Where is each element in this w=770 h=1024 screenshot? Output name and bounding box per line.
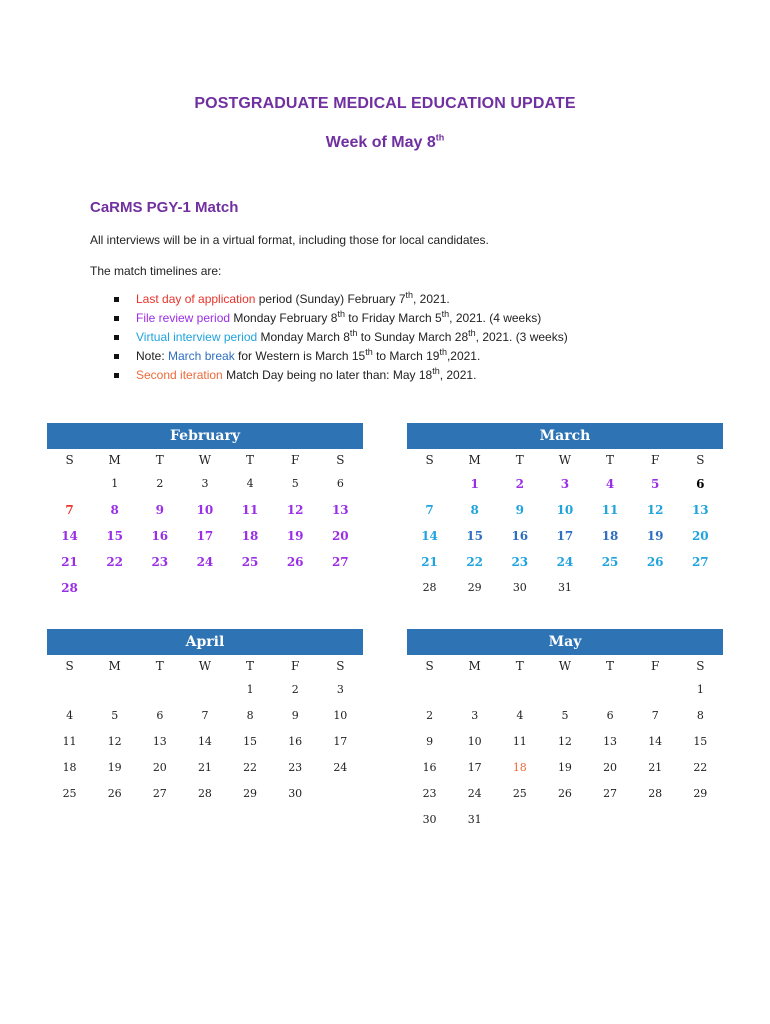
- day-cell: 21: [648, 761, 663, 774]
- day-cell: 21: [421, 555, 438, 569]
- weekday-label: S: [696, 659, 705, 673]
- timelines-intro: The match timelines are:: [90, 264, 222, 278]
- day-cell: 12: [646, 503, 664, 517]
- weekday-label: T: [515, 453, 524, 467]
- day-cell: 12: [107, 735, 122, 748]
- day-cell: 19: [286, 529, 304, 543]
- week-row: [47, 523, 363, 549]
- day-cell: 3: [471, 709, 479, 722]
- weekday-label: F: [291, 453, 300, 467]
- day-cell: 6: [336, 477, 344, 490]
- day-cell: 21: [197, 761, 212, 774]
- timeline-item: [112, 290, 568, 309]
- day-cell: 25: [62, 787, 77, 800]
- weekday-label: M: [468, 453, 481, 467]
- day-cell: 23: [288, 761, 303, 774]
- day-cell: 27: [331, 555, 349, 569]
- weekday-label: S: [336, 659, 345, 673]
- week-row: [47, 729, 363, 755]
- day-cell: 18: [512, 761, 527, 774]
- day-cell: 15: [243, 735, 258, 748]
- day-cell: [678, 575, 723, 601]
- timeline-highlight: Second iteration: [136, 368, 223, 382]
- day-cell: [273, 575, 318, 601]
- timeline-text: to March 19: [372, 349, 440, 363]
- day-cell: 25: [241, 555, 259, 569]
- day-cell: 3: [336, 683, 344, 696]
- day-cell: 24: [196, 555, 214, 569]
- timeline-highlight: Last day of application: [136, 292, 256, 306]
- day-cell: 5: [111, 709, 119, 722]
- calendar-month-header: February: [47, 423, 363, 449]
- day-cell: [92, 677, 137, 703]
- calendar-month-header: May: [407, 629, 723, 655]
- day-cell: [137, 677, 182, 703]
- weekday-row: [407, 655, 723, 677]
- weekday-row: [407, 449, 723, 471]
- day-cell: 7: [425, 503, 434, 517]
- day-cell: 23: [151, 555, 169, 569]
- day-cell: 9: [155, 503, 164, 517]
- day-cell: 16: [511, 529, 529, 543]
- timeline-text: th: [405, 290, 414, 300]
- day-cell: 29: [693, 787, 708, 800]
- day-cell: 8: [470, 503, 479, 517]
- week-row: [47, 471, 363, 497]
- day-cell: 24: [467, 787, 482, 800]
- weekday-label: M: [108, 453, 121, 467]
- timeline-text: th: [349, 328, 358, 338]
- day-cell: 3: [560, 477, 570, 491]
- week-row: [407, 807, 723, 833]
- day-cell: [497, 677, 542, 703]
- weekday-label: T: [155, 453, 164, 467]
- day-cell: 5: [561, 709, 569, 722]
- day-cell: 10: [196, 503, 214, 517]
- day-cell: 13: [691, 503, 709, 517]
- day-cell: 20: [331, 529, 349, 543]
- timeline-text: , 2021.: [439, 368, 477, 382]
- day-cell: 24: [333, 761, 348, 774]
- timeline-text: Monday February 8: [230, 311, 338, 325]
- day-cell: 8: [246, 709, 254, 722]
- subtitle-suffix: th: [435, 132, 445, 143]
- day-cell: 2: [515, 477, 524, 491]
- weekday-label: T: [155, 659, 164, 673]
- timeline-text: th: [365, 347, 373, 357]
- weekday-label: T: [515, 659, 524, 673]
- day-cell: 11: [241, 503, 259, 517]
- day-cell: 6: [606, 709, 614, 722]
- week-row: [407, 729, 723, 755]
- weekday-label: M: [108, 659, 121, 673]
- weekday-label: S: [65, 659, 74, 673]
- weekday-label: S: [425, 659, 434, 673]
- day-cell: 15: [693, 735, 708, 748]
- day-cell: 11: [512, 735, 527, 748]
- day-cell: [47, 471, 92, 497]
- timeline-text: , 2021. (4 weeks): [449, 311, 542, 325]
- timeline-item: [112, 366, 568, 385]
- week-row: [407, 471, 723, 497]
- day-cell: 9: [426, 735, 434, 748]
- weekday-label: W: [198, 659, 212, 673]
- day-cell: 27: [152, 787, 167, 800]
- day-cell: [228, 575, 273, 601]
- bullet-icon: [114, 316, 119, 321]
- weekday-label: F: [651, 659, 660, 673]
- day-cell: 13: [331, 503, 349, 517]
- day-cell: [452, 677, 497, 703]
- week-row: [47, 755, 363, 781]
- week-row: [407, 703, 723, 729]
- day-cell: 10: [556, 503, 574, 517]
- day-cell: 25: [601, 555, 619, 569]
- week-row: [47, 575, 363, 601]
- week-row: [407, 497, 723, 523]
- weekday-label: S: [425, 453, 434, 467]
- day-cell: 2: [156, 477, 164, 490]
- day-cell: 26: [107, 787, 122, 800]
- day-cell: [182, 677, 227, 703]
- day-cell: 20: [691, 529, 709, 543]
- timeline-item: [112, 347, 568, 366]
- day-cell: 26: [557, 787, 572, 800]
- day-cell: 30: [512, 581, 527, 594]
- day-cell: 4: [516, 709, 524, 722]
- day-cell: 7: [651, 709, 659, 722]
- day-cell: 17: [333, 735, 348, 748]
- day-cell: 27: [691, 555, 709, 569]
- timeline-text: th: [439, 347, 447, 357]
- weekday-label: T: [246, 659, 255, 673]
- day-cell: [542, 677, 587, 703]
- day-cell: [588, 575, 633, 601]
- day-cell: [407, 677, 452, 703]
- day-cell: [182, 575, 227, 601]
- week-row: [47, 703, 363, 729]
- day-cell: [588, 807, 633, 833]
- day-cell: 22: [106, 555, 124, 569]
- intro-paragraph: All interviews will be in a virtual format, including those for local candidates.: [90, 233, 489, 247]
- day-cell: 14: [61, 529, 78, 543]
- timeline-item: [112, 328, 568, 347]
- day-cell: 1: [470, 477, 479, 491]
- weekday-label: S: [336, 453, 345, 467]
- day-cell: 12: [286, 503, 304, 517]
- weekday-label: S: [696, 453, 705, 467]
- subtitle-text: Week of May 8: [325, 134, 436, 151]
- timeline-text: th: [432, 366, 440, 376]
- timeline-text: , 2021.: [413, 292, 450, 306]
- day-cell: 10: [333, 709, 348, 722]
- day-cell: [497, 807, 542, 833]
- day-cell: 30: [422, 813, 437, 826]
- timeline-text: to Sunday March 28: [357, 330, 469, 344]
- day-cell: [633, 677, 678, 703]
- timeline-highlight: Virtual interview period: [136, 330, 258, 344]
- weekday-row: [47, 449, 363, 471]
- weekday-label: W: [198, 453, 212, 467]
- week-row: [407, 575, 723, 601]
- timeline-text: to Friday March 5: [344, 311, 442, 325]
- day-cell: 7: [65, 503, 74, 517]
- day-cell: 26: [286, 555, 304, 569]
- timeline-highlight: March break: [168, 349, 235, 363]
- week-row: [407, 755, 723, 781]
- weekday-label: T: [606, 453, 615, 467]
- day-cell: 5: [651, 477, 660, 491]
- day-cell: [92, 575, 137, 601]
- day-cell: [137, 575, 182, 601]
- day-cell: 19: [646, 529, 664, 543]
- day-cell: 16: [422, 761, 437, 774]
- timeline-text: Match Day being no later than: May 18: [222, 368, 433, 382]
- day-cell: 1: [111, 477, 119, 490]
- day-cell: 18: [62, 761, 77, 774]
- day-cell: 17: [556, 529, 574, 543]
- day-cell: 16: [288, 735, 303, 748]
- day-cell: 15: [466, 529, 484, 543]
- timeline-text: Note:: [136, 349, 169, 363]
- day-cell: [318, 575, 363, 601]
- week-row: [407, 549, 723, 575]
- day-cell: 19: [557, 761, 572, 774]
- calendar-month-header: March: [407, 423, 723, 449]
- day-cell: 22: [693, 761, 708, 774]
- day-cell: 14: [197, 735, 212, 748]
- week-row: [407, 677, 723, 703]
- page-subtitle: [0, 134, 770, 152]
- day-cell: 15: [106, 529, 124, 543]
- day-cell: 26: [646, 555, 664, 569]
- day-cell: 3: [201, 477, 209, 490]
- bullet-icon: [114, 373, 119, 378]
- timeline-text: Monday March 8: [257, 330, 350, 344]
- day-cell: 10: [467, 735, 482, 748]
- calendar-may: [407, 629, 723, 833]
- day-cell: 18: [601, 529, 619, 543]
- week-row: [47, 781, 363, 807]
- day-cell: 21: [61, 555, 78, 569]
- day-cell: 19: [107, 761, 122, 774]
- timeline-list: [112, 290, 568, 385]
- day-cell: 28: [422, 581, 437, 594]
- day-cell: 31: [467, 813, 482, 826]
- day-cell: 1: [696, 683, 704, 696]
- day-cell: 11: [62, 735, 77, 748]
- day-cell: 17: [467, 761, 482, 774]
- weekday-label: F: [651, 453, 660, 467]
- timeline-item: [112, 309, 568, 328]
- timeline-text: th: [337, 309, 345, 319]
- calendar-march: [407, 423, 723, 601]
- day-cell: 24: [556, 555, 574, 569]
- day-cell: [318, 781, 363, 807]
- day-cell: 11: [601, 503, 619, 517]
- page-title: POSTGRADUATE MEDICAL EDUCATION UPDATE: [194, 95, 576, 112]
- day-cell: 2: [426, 709, 434, 722]
- calendar-april: [47, 629, 363, 807]
- bullet-icon: [114, 335, 119, 340]
- timeline-text: for Western is March 15: [234, 349, 366, 363]
- calendar-month-header: April: [47, 629, 363, 655]
- week-row: [47, 677, 363, 703]
- timeline-highlight: File review period: [136, 311, 231, 325]
- day-cell: 29: [243, 787, 258, 800]
- day-cell: 23: [422, 787, 437, 800]
- day-cell: 27: [603, 787, 618, 800]
- day-cell: [407, 471, 452, 497]
- day-cell: 14: [648, 735, 663, 748]
- day-cell: 9: [291, 709, 299, 722]
- week-row: [407, 523, 723, 549]
- day-cell: 20: [152, 761, 167, 774]
- day-cell: 13: [603, 735, 618, 748]
- day-cell: 28: [61, 581, 78, 595]
- day-cell: [633, 575, 678, 601]
- day-cell: 8: [696, 709, 704, 722]
- timeline-text: th: [468, 328, 476, 338]
- day-cell: 28: [648, 787, 663, 800]
- weekday-label: F: [291, 659, 300, 673]
- day-cell: [633, 807, 678, 833]
- weekday-label: M: [468, 659, 481, 673]
- day-cell: 4: [66, 709, 74, 722]
- day-cell: 1: [246, 683, 254, 696]
- day-cell: 16: [151, 529, 169, 543]
- day-cell: 22: [466, 555, 484, 569]
- weekday-label: W: [558, 453, 572, 467]
- day-cell: 28: [197, 787, 212, 800]
- week-row: [47, 497, 363, 523]
- weekday-label: T: [606, 659, 615, 673]
- day-cell: 25: [512, 787, 527, 800]
- timeline-text: , 2021. (3 weeks): [475, 330, 568, 344]
- day-cell: 12: [557, 735, 572, 748]
- week-row: [47, 549, 363, 575]
- weekday-label: S: [65, 453, 74, 467]
- day-cell: 22: [243, 761, 258, 774]
- week-row: [407, 781, 723, 807]
- day-cell: [542, 807, 587, 833]
- day-cell: 5: [291, 477, 299, 490]
- weekday-row: [47, 655, 363, 677]
- day-cell: 2: [291, 683, 299, 696]
- day-cell: 6: [696, 477, 705, 491]
- day-cell: 14: [421, 529, 438, 543]
- bullet-icon: [114, 354, 119, 359]
- day-cell: 4: [605, 477, 615, 491]
- timeline-text: th: [441, 309, 450, 319]
- day-cell: 18: [241, 529, 259, 543]
- day-cell: 17: [196, 529, 214, 543]
- day-cell: 23: [511, 555, 529, 569]
- day-cell: [678, 807, 723, 833]
- day-cell: 30: [288, 787, 303, 800]
- day-cell: 8: [110, 503, 119, 517]
- weekday-label: W: [558, 659, 572, 673]
- calendar-february: [47, 423, 363, 601]
- day-cell: [47, 677, 92, 703]
- day-cell: 6: [156, 709, 164, 722]
- day-cell: 4: [246, 477, 254, 490]
- day-cell: 13: [152, 735, 167, 748]
- day-cell: 31: [557, 581, 572, 594]
- weekday-label: T: [246, 453, 255, 467]
- timeline-text: ,2021.: [446, 349, 481, 363]
- bullet-icon: [114, 297, 119, 302]
- day-cell: [588, 677, 633, 703]
- section-heading: CaRMS PGY-1 Match: [90, 199, 239, 216]
- timeline-text: period (Sunday) February 7: [255, 292, 406, 306]
- day-cell: 9: [515, 503, 524, 517]
- day-cell: 7: [201, 709, 209, 722]
- day-cell: 20: [603, 761, 618, 774]
- day-cell: 29: [467, 581, 482, 594]
